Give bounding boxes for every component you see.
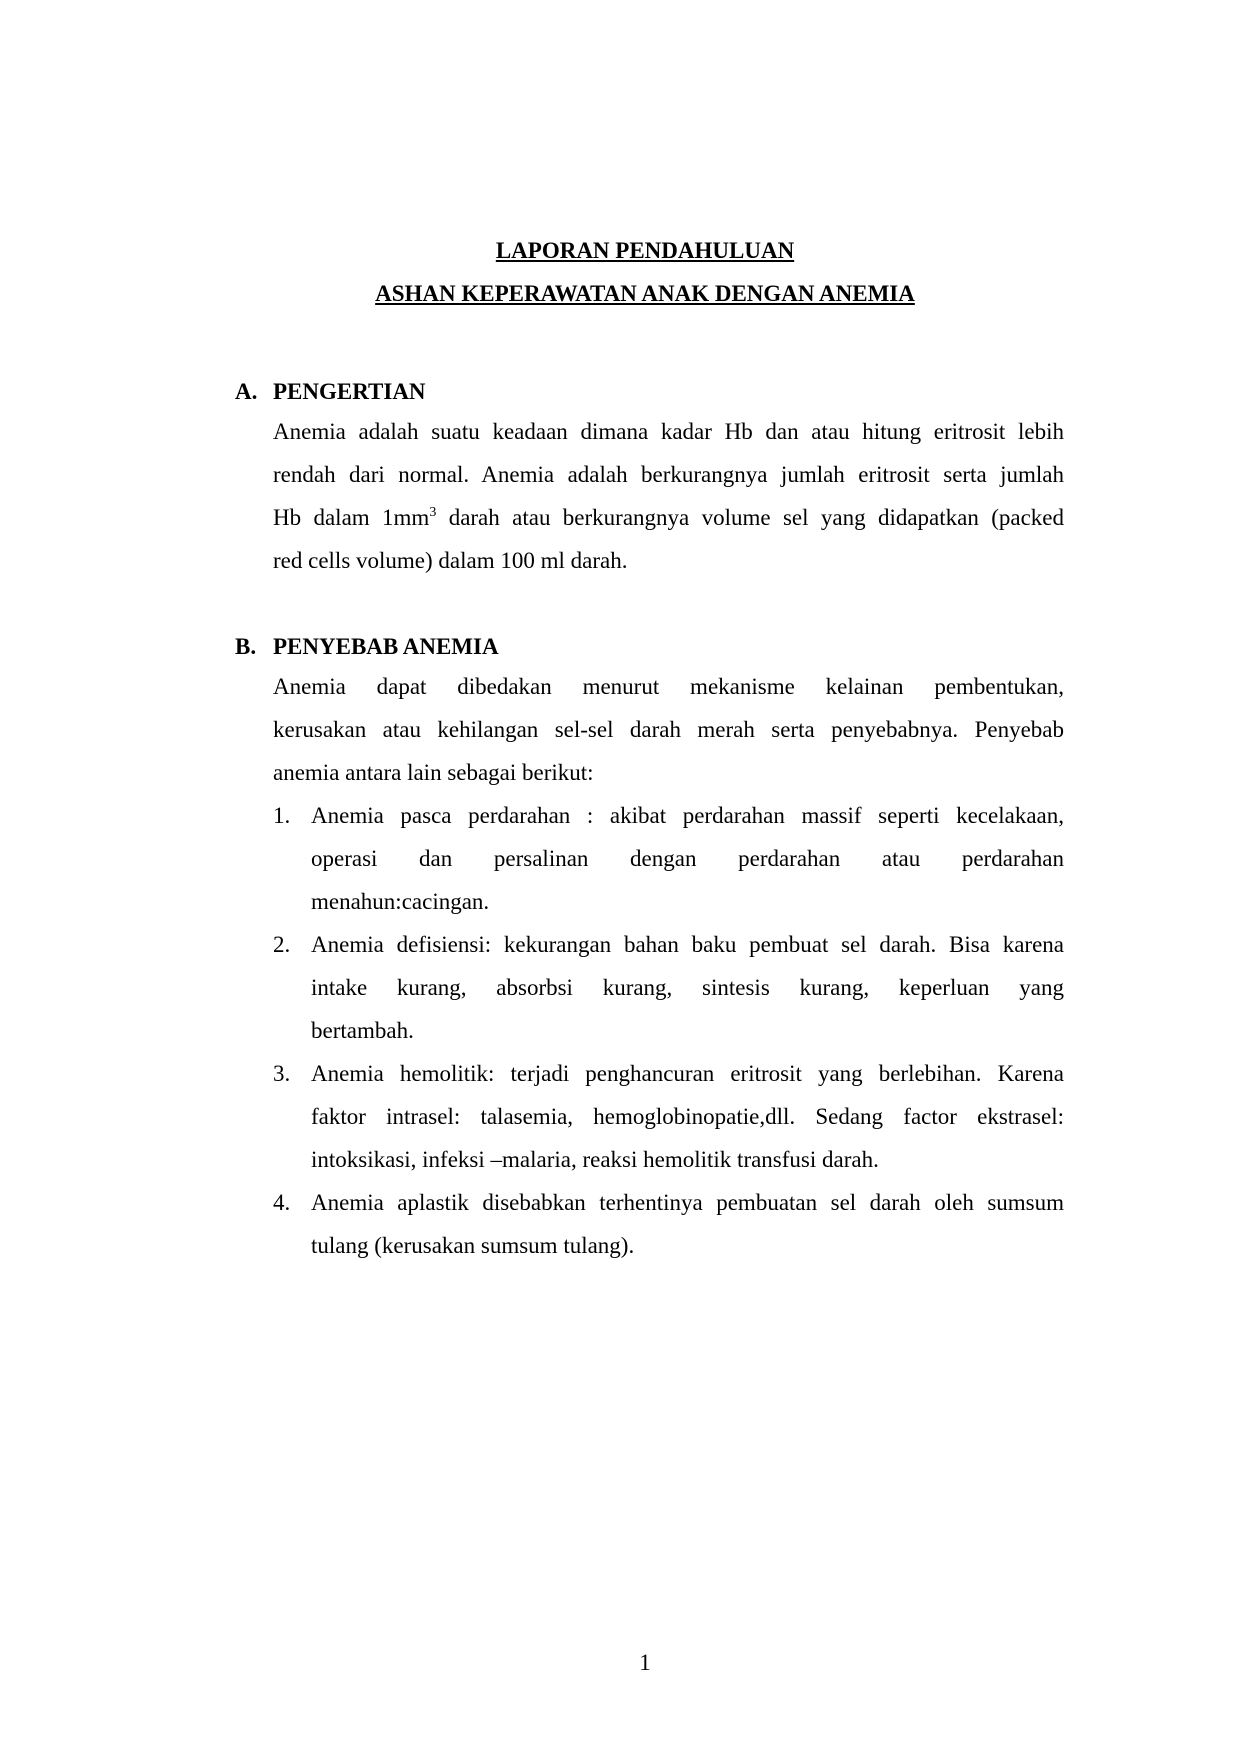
- list-line: Anemia defisiensi: kekurangan bahan baku pembuat sel darah. Bisa karena: [311, 932, 1064, 957]
- section-b-heading: [235, 633, 499, 661]
- section-a-heading: [235, 378, 426, 406]
- section-a-letter: A.: [235, 379, 258, 404]
- section-a-title: PENGERTIAN: [273, 379, 426, 404]
- list-item: [273, 923, 1064, 1052]
- paragraph-line: anemia antara lain sebagai berikut:: [273, 760, 594, 785]
- list-line: intake kurang, absorbsi kurang, sintesis kurang, keperluan yang: [311, 975, 1064, 1000]
- list-line: menahun:cacingan.: [311, 889, 490, 914]
- paragraph-line: [273, 496, 1064, 539]
- list-number: 4.: [273, 1190, 291, 1215]
- section-a-paragraph: [273, 410, 1064, 582]
- paragraph-line: rendah dari normal. Anemia adalah berkurangnya jumlah eritrosit serta jumlah: [273, 462, 1064, 487]
- section-b-letter: B.: [235, 634, 257, 659]
- list-line: operasi dan persalinan dengan perdarahan atau perdarahan: [311, 846, 1064, 871]
- paragraph-line: kerusakan atau kehilangan sel-sel darah merah serta penyebabnya. Penyebab: [273, 717, 1064, 742]
- list-item: [273, 794, 1064, 923]
- document-title: LAPORAN PENDAHULUAN: [495, 238, 795, 263]
- paragraph-line: Anemia dapat dibedakan menurut mekanisme kelainan pembentukan,: [273, 674, 1064, 699]
- section-b-intro: [273, 665, 1064, 794]
- causes-list: [273, 794, 1064, 1267]
- page-number: 1: [639, 1650, 651, 1675]
- list-item: [273, 1052, 1064, 1181]
- superscript: 3: [429, 505, 437, 520]
- list-line: Anemia hemolitik: terjadi penghancuran eritrosit yang berlebihan. Karena: [311, 1061, 1064, 1086]
- list-line: tulang (kerusakan sumsum tulang).: [311, 1233, 635, 1258]
- list-number: 2.: [273, 932, 291, 957]
- list-number: 3.: [273, 1061, 291, 1086]
- list-line: intoksikasi, infeksi –malaria, reaksi hemolitik transfusi darah.: [311, 1147, 879, 1172]
- document-subtitle: ASHAN KEPERAWATAN ANAK DENGAN ANEMIA: [375, 281, 915, 306]
- list-line: Anemia pasca perdarahan : akibat perdarahan massif seperti kecelakaan,: [311, 803, 1064, 828]
- list-item: [273, 1181, 1064, 1267]
- list-line: bertambah.: [311, 1018, 414, 1043]
- paragraph-line: Anemia adalah suatu keadaan dimana kadar Hb dan atau hitung eritrosit lebih: [273, 419, 1064, 444]
- paragraph-text: darah atau berkurangnya volume sel yang didapatkan (packed: [436, 505, 1065, 530]
- list-line: faktor intrasel: talasemia, hemoglobinopatie,dll. Sedang factor ekstrasel:: [311, 1104, 1064, 1129]
- paragraph-line: red cells volume) dalam 100 ml darah.: [273, 548, 628, 573]
- list-number: 1.: [273, 803, 291, 828]
- paragraph-text: Hb dalam 1mm: [273, 505, 430, 530]
- section-b-title: PENYEBAB ANEMIA: [273, 634, 499, 659]
- list-line: Anemia aplastik disebabkan terhentinya pembuatan sel darah oleh sumsum: [311, 1190, 1064, 1215]
